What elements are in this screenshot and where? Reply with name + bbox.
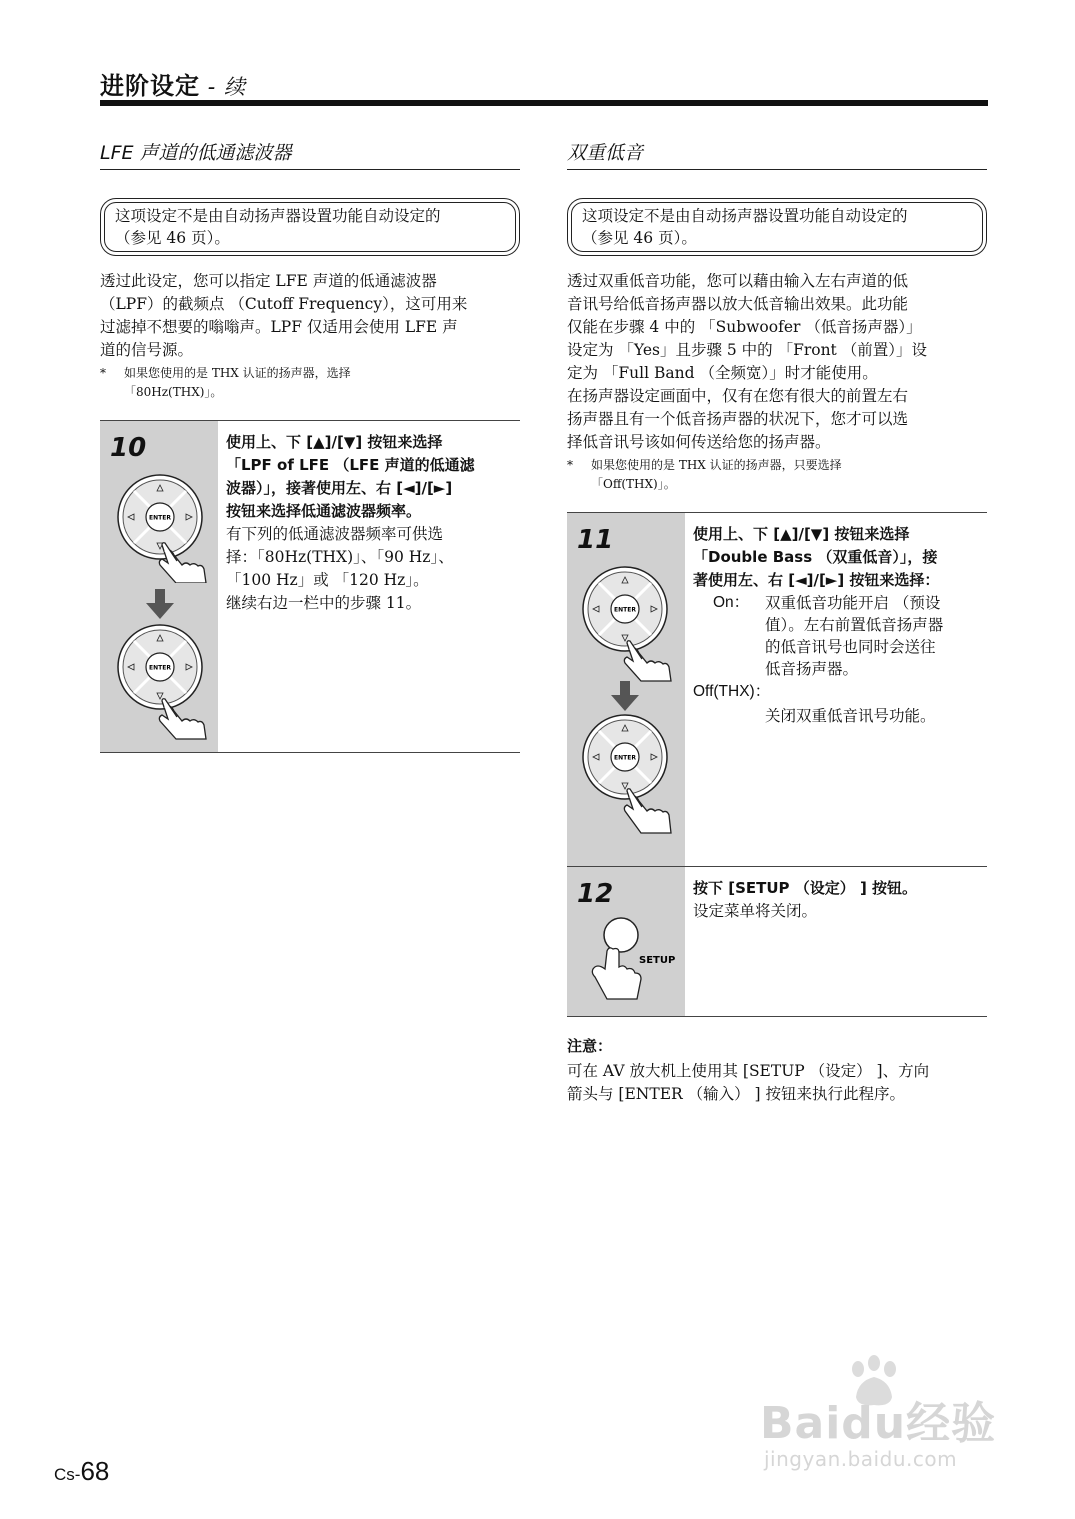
step-11-text bbox=[685, 513, 951, 866]
lfe-body bbox=[100, 270, 520, 362]
step-12-illustration bbox=[567, 867, 685, 1016]
body-line: 扬声器且有一个低音扬声器的状况下，您才可以选 bbox=[567, 410, 909, 428]
page-header-title bbox=[100, 66, 246, 101]
step-instr-line: 波器）」，接著使用左、右 [◄]/[►] bbox=[226, 479, 453, 497]
step-10-illustration bbox=[100, 421, 218, 752]
double-bass-section-title: 双重低音 bbox=[567, 138, 987, 170]
step-number: 12 bbox=[577, 878, 614, 909]
page-number bbox=[54, 1456, 109, 1487]
footnote-line: 如果您使用的是 THX 认证的扬声器，只要选择 bbox=[591, 458, 842, 472]
footnote-star: * bbox=[100, 366, 106, 380]
body-line: 定为 「Full Band （全频宽）」时才能使用。 bbox=[567, 364, 878, 382]
body-line: 仅能在步骤 4 中的 「Subwoofer （低音扬声器）」 bbox=[567, 318, 922, 336]
option-desc-line: 值）。左右前置低音扬声器 bbox=[765, 616, 944, 634]
body-line: 透过双重低音功能，您可以藉由输入左右声道的低 bbox=[567, 272, 909, 290]
body-line: 道的信号源。 bbox=[100, 341, 194, 359]
step-11-illustration bbox=[567, 513, 685, 866]
step-instr-line: 「LPF of LFE （LFE 声道的低通滤 bbox=[226, 456, 475, 474]
lfe-footnote bbox=[100, 364, 520, 402]
step-text-line: 「100 Hz」或 「120 Hz」。 bbox=[226, 571, 429, 589]
header-separator: - bbox=[200, 75, 224, 99]
footnote-line: 「Off(THX)」。 bbox=[591, 477, 676, 491]
body-line: （LPF）的截频点 （Cutoff Frequency），这可用来 bbox=[100, 295, 468, 313]
header-subtitle: 续 bbox=[223, 75, 246, 99]
double-bass-notice-box bbox=[567, 198, 987, 256]
step-number: 10 bbox=[110, 433, 147, 463]
step-text-line: 继续右边一栏中的步骤 11。 bbox=[226, 594, 422, 612]
page-num: 68 bbox=[80, 1456, 110, 1486]
left-column bbox=[100, 138, 520, 753]
body-line: 设定为 「Yes」且步骤 5 中的 「Front （前置）」设 bbox=[567, 341, 927, 359]
step-10 bbox=[100, 420, 520, 753]
option-desc-line: 关闭双重低音讯号功能。 bbox=[765, 707, 936, 725]
lfe-notice-box bbox=[100, 198, 520, 256]
step-instr-line: 「Double Bass （双重低音）」，接 bbox=[693, 548, 938, 566]
step-text-line: 择：「80Hz(THX)」、「90 Hz」、 bbox=[226, 548, 454, 566]
option-desc-line: 的低音讯号也同时会送往 bbox=[765, 638, 936, 656]
double-bass-footnote bbox=[567, 456, 987, 494]
notice-line: 这项设定不是由自动扬声器设置功能自动设定的 bbox=[115, 207, 441, 225]
body-line: 择低音讯号该如何传送给您的扬声器。 bbox=[567, 433, 831, 451]
notice-line: （参见 46 页）。 bbox=[582, 229, 697, 247]
remote-dial-icon bbox=[579, 713, 679, 863]
remote-dial-icon bbox=[114, 623, 214, 753]
step-text-line: 设定菜单将关闭。 bbox=[693, 901, 818, 920]
body-line: 在扬声器设定画面中，仅有在您有很大的前置左右 bbox=[567, 387, 909, 405]
step-12-text bbox=[685, 867, 925, 1016]
step-text-line: 有下列的低通滤波器频率可供选 bbox=[226, 525, 444, 543]
step-instr-line: 使用上、下 [▲]/[▼] 按钮来选择 bbox=[693, 525, 910, 543]
enter-label: ENTER bbox=[149, 514, 171, 522]
double-bass-body bbox=[567, 270, 987, 454]
remote-dial-icon bbox=[579, 565, 679, 695]
step-11 bbox=[567, 512, 987, 867]
step-12 bbox=[567, 866, 987, 1017]
header-rule bbox=[100, 100, 988, 106]
step-instr-line: 使用上、下 [▲]/[▼] 按钮来选择 bbox=[226, 433, 443, 451]
body-line: 透过此设定，您可以指定 LFE 声道的低通滤波器 bbox=[100, 272, 437, 290]
footnote-line: 「80Hz(THX)」。 bbox=[124, 385, 223, 399]
enter-label: ENTER bbox=[614, 606, 636, 614]
lfe-section-title: LFE 声道的低通滤波器 bbox=[100, 138, 520, 170]
option-desc-line: 低音扬声器。 bbox=[765, 660, 859, 678]
notice-line: 这项设定不是由自动扬声器设置功能自动设定的 bbox=[582, 207, 908, 225]
watermark-url: jingyan.baidu.com bbox=[764, 1447, 958, 1471]
step-instr-line: 按下 [SETUP （设定） ] 按钮。 bbox=[693, 878, 918, 897]
body-line: 音讯号给低音扬声器以放大低音输出效果。此功能 bbox=[567, 295, 909, 313]
footnote-star: * bbox=[567, 458, 573, 472]
note-line: 可在 AV 放大机上使用其 [SETUP （设定） ]、方向 bbox=[567, 1061, 930, 1080]
option-key: Off(THX)： bbox=[693, 683, 771, 700]
setup-button-icon bbox=[583, 915, 679, 1011]
down-arrow-icon bbox=[146, 589, 174, 621]
step-instr-line: 按钮来选择低通滤波器频率。 bbox=[226, 502, 422, 520]
enter-label: ENTER bbox=[149, 664, 171, 672]
body-line: 过滤掉不想要的嗡嗡声。LPF 仅适用会使用 LFE 声 bbox=[100, 318, 458, 336]
setup-label: SETUP bbox=[639, 954, 676, 966]
watermark-text: Baidu经验 bbox=[760, 1398, 997, 1449]
step-instr-line: 著使用左、右 [◄]/[►] 按钮来选择： bbox=[693, 571, 940, 589]
notice-line: （参见 46 页）。 bbox=[115, 229, 230, 247]
enter-label: ENTER bbox=[614, 754, 636, 762]
option-key: On： bbox=[713, 594, 750, 611]
step-10-text bbox=[218, 421, 483, 752]
page-prefix: Cs- bbox=[54, 1465, 81, 1484]
remote-dial-icon bbox=[114, 473, 214, 583]
step-number: 11 bbox=[577, 525, 614, 555]
note-line: 箭头与 [ENTER （输入） ] 按钮来执行此程序。 bbox=[567, 1084, 906, 1103]
note-heading: 注意： bbox=[567, 1036, 613, 1055]
right-column bbox=[567, 138, 987, 1106]
note-body bbox=[567, 1060, 987, 1106]
option-desc-line: 双重低音功能开启 （预设 bbox=[765, 594, 941, 612]
down-arrow-icon bbox=[611, 681, 639, 713]
footnote-line: 如果您使用的是 THX 认证的扬声器，选择 bbox=[124, 366, 351, 380]
option-on bbox=[693, 592, 943, 680]
header-title: 进阶设定 bbox=[100, 72, 200, 100]
baidu-watermark bbox=[760, 1355, 1020, 1485]
